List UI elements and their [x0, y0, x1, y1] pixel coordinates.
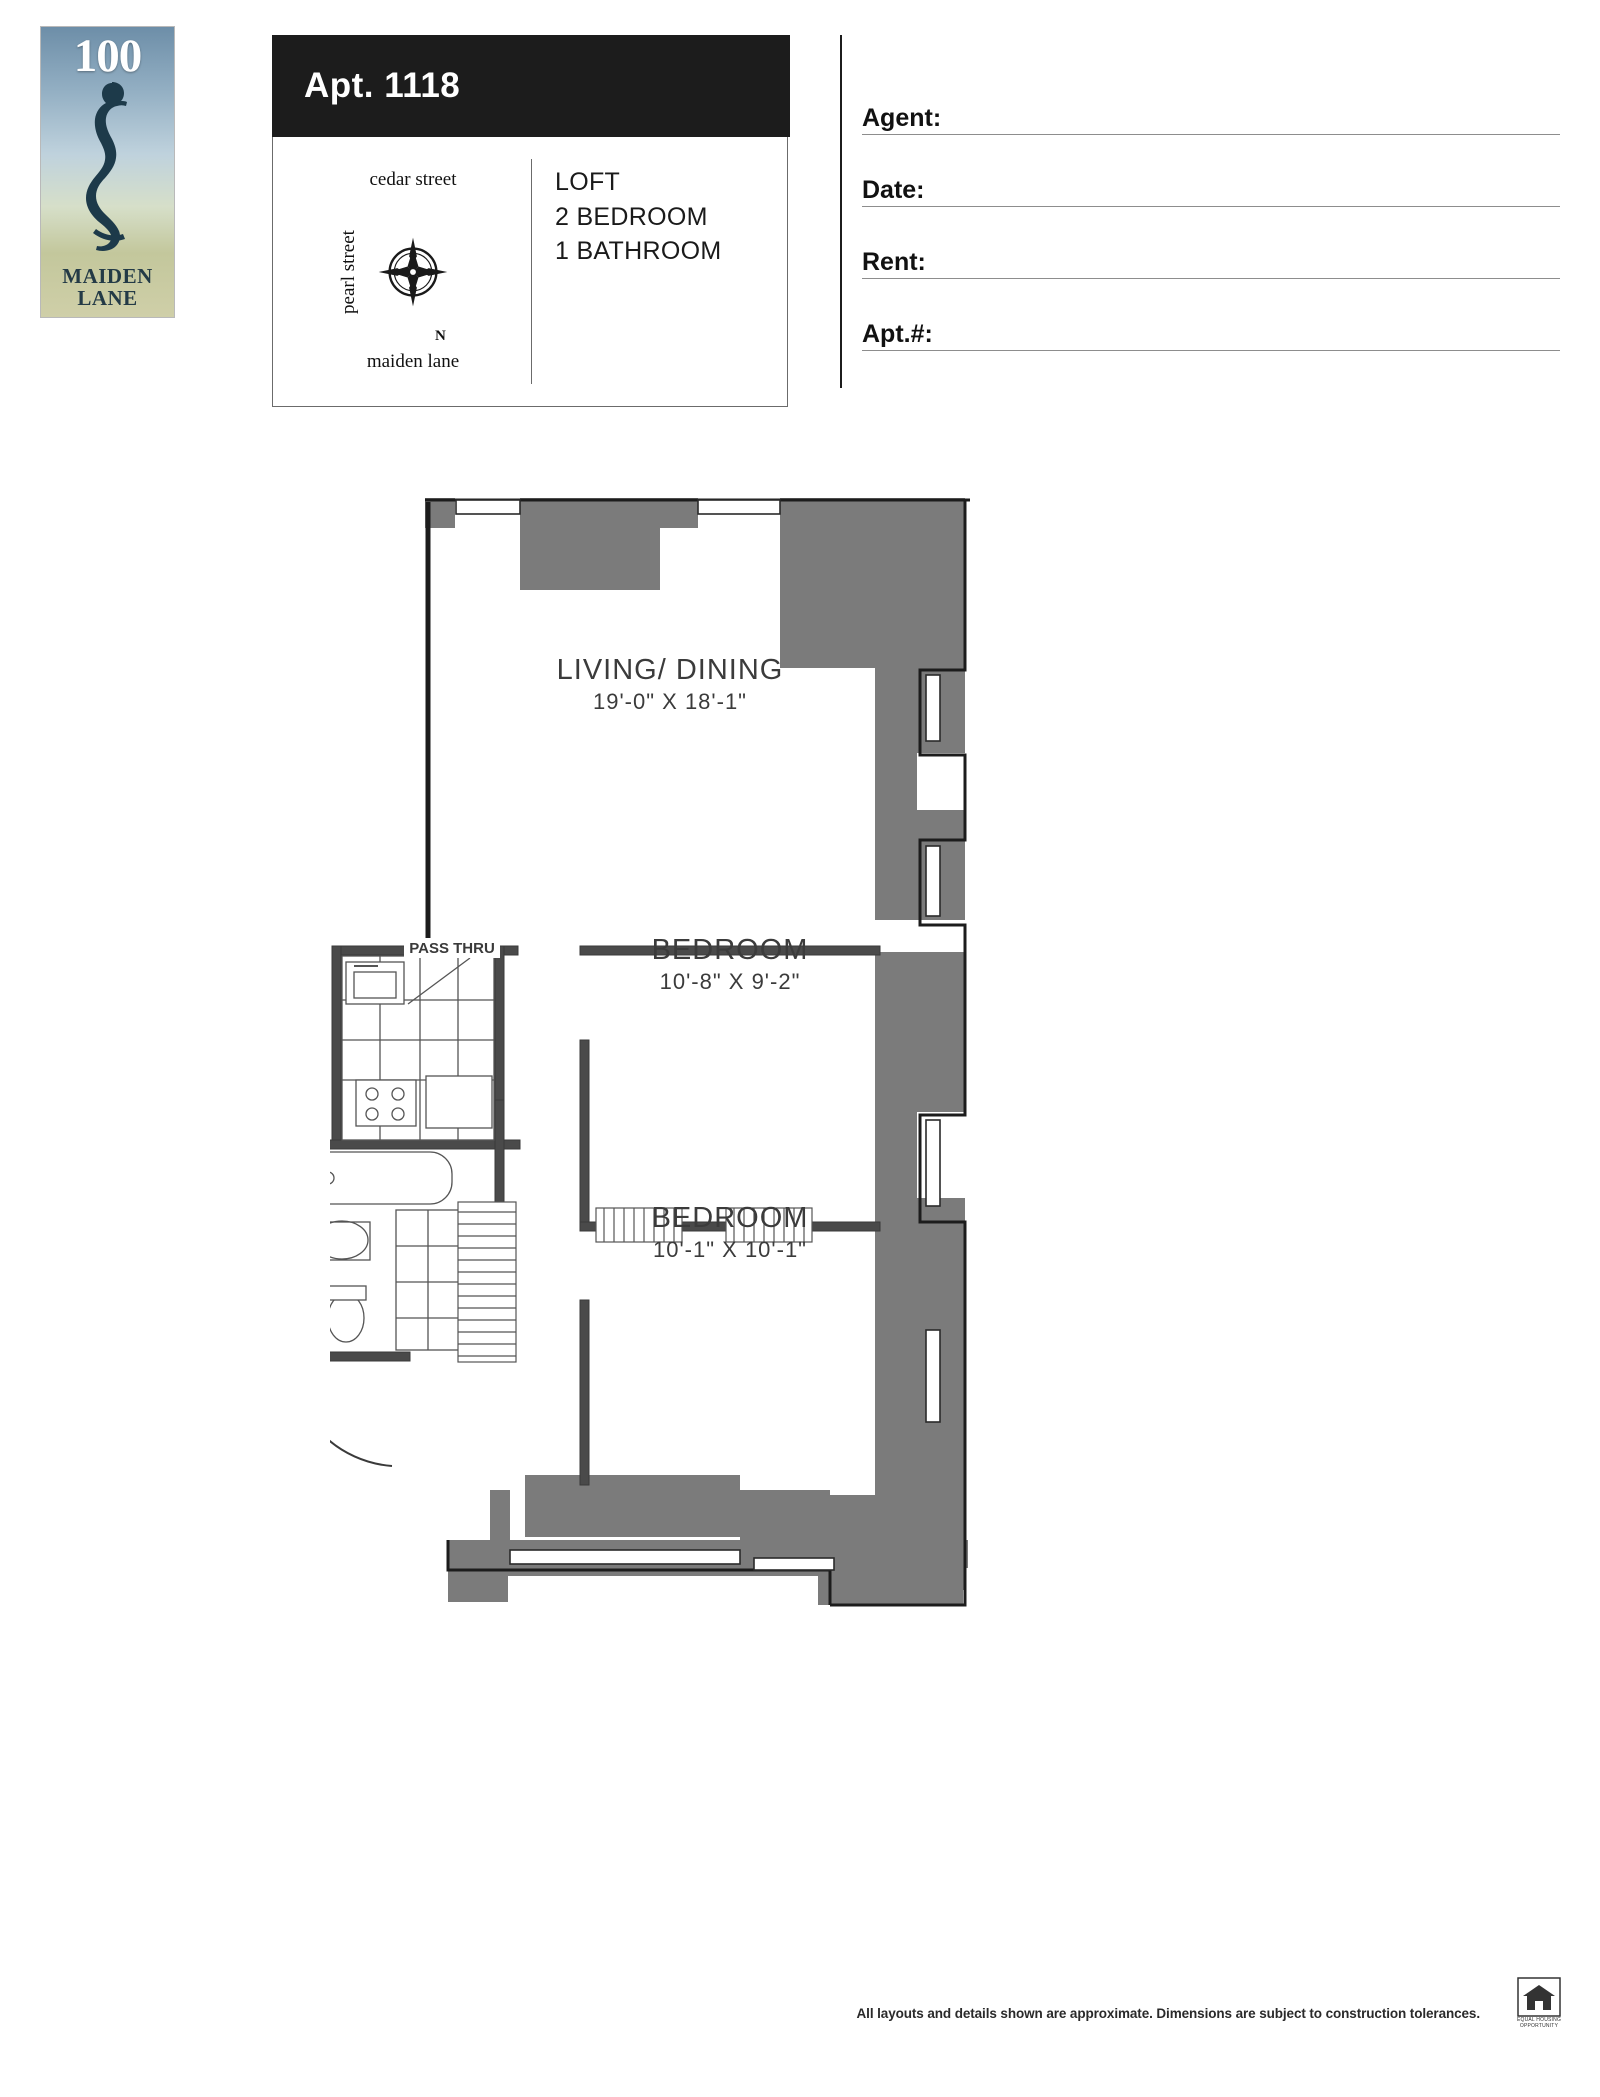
compass-rose-icon [374, 233, 452, 311]
form-row-date[interactable] [840, 177, 1560, 207]
street-label-cedar: cedar street [369, 169, 457, 190]
page-title: Apt. 1118 [304, 66, 461, 105]
pass-thru-label: PASS THRU [409, 940, 495, 957]
room-name: BEDROOM [651, 934, 809, 966]
room-label-living-dining [500, 652, 840, 716]
date-input-line[interactable] [862, 206, 1560, 207]
compass-diagram [293, 147, 533, 397]
rent-label: Rent: [862, 248, 932, 277]
logo-name [41, 266, 174, 309]
room-dims: 19'-0" X 18'-1" [593, 689, 747, 715]
apt-number-input-line[interactable] [862, 350, 1560, 351]
eho-line2: OPPORTUNITY [1519, 2022, 1559, 2029]
info-divider [531, 159, 532, 384]
room-dims: 10'-8" X 9'-2" [659, 969, 801, 995]
form-row-agent[interactable] [840, 105, 1560, 135]
agent-form [840, 35, 1560, 410]
logo-name-line1: MAIDEN [62, 264, 153, 289]
apartment-title-bar [272, 35, 790, 137]
logo-number: 100 [73, 30, 142, 82]
room-label-bedroom-1 [590, 932, 870, 996]
equal-housing-opportunity-icon [1510, 1977, 1568, 2035]
unit-bedrooms: 2 BEDROOM [555, 202, 708, 231]
room-name: LIVING/ DINING [556, 654, 784, 686]
room-label-bedroom-2 [590, 1200, 870, 1264]
unit-info-box [272, 137, 788, 407]
eho-line1: EQUAL HOUSING [1516, 2017, 1562, 2023]
agent-input-line[interactable] [862, 134, 1560, 135]
unit-specs [555, 165, 721, 269]
disclaimer-text: All layouts and details shown are approximate. Dimensions are subject to construction tolerances. [856, 2006, 1480, 2021]
compass-north-label: N [435, 328, 446, 344]
unit-bathrooms: 1 BATHROOM [555, 237, 722, 265]
form-row-rent[interactable] [840, 249, 1560, 279]
agent-label: Agent: [862, 104, 947, 133]
logo-name-line2: LANE [77, 285, 138, 310]
rent-input-line[interactable] [862, 278, 1560, 279]
floor-plan [330, 480, 1230, 1980]
eho-caption [1510, 2018, 1568, 2030]
street-label-pearl: pearl street [337, 230, 359, 314]
unit-type: LOFT [555, 168, 621, 196]
mermaid-icon [66, 79, 150, 257]
room-dims: 10'-1" X 10'-1" [653, 1237, 807, 1263]
apt-number-label: Apt.#: [862, 320, 939, 349]
building-logo [40, 26, 175, 318]
street-label-maiden: maiden lane [366, 351, 460, 372]
date-label: Date: [862, 176, 931, 205]
room-name: BEDROOM [651, 1202, 809, 1234]
form-row-apt-number[interactable] [840, 321, 1560, 351]
